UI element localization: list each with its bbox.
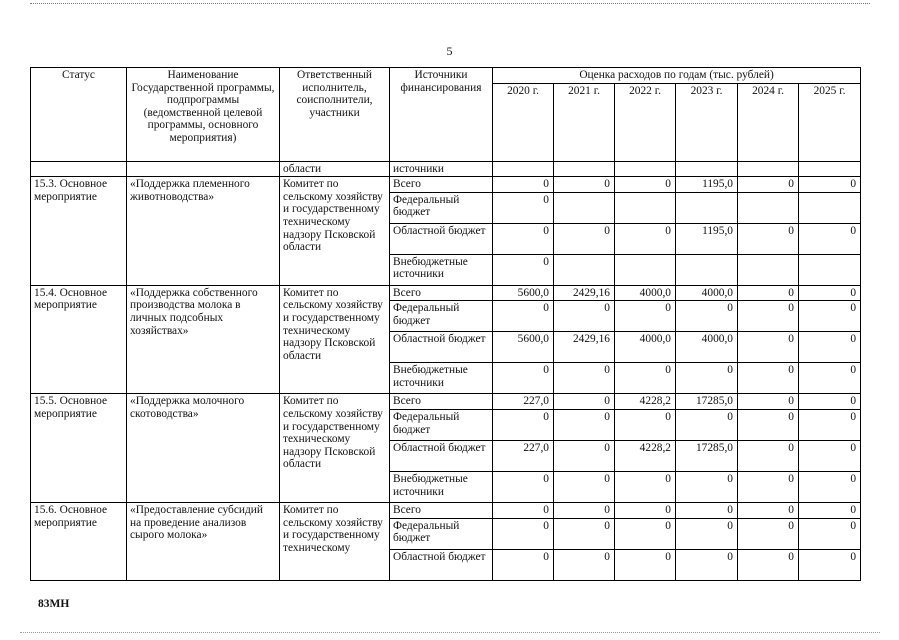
funding-source: Областной бюджет — [390, 440, 493, 471]
amount-cell: 5600,0 — [493, 285, 554, 301]
amount-cell: 0 — [554, 223, 615, 254]
scan-bottom-edge — [20, 632, 880, 633]
amount-cell: 4000,0 — [676, 332, 738, 363]
funding-source: Внебюджетные источники — [390, 471, 493, 502]
amount-cell: 0 — [554, 363, 615, 394]
amount-cell: 0 — [799, 363, 861, 394]
amount-cell: 0 — [493, 192, 554, 223]
amount-cell: 4000,0 — [615, 332, 676, 363]
amount-cell: 0 — [615, 223, 676, 254]
amount-cell: 0 — [554, 502, 615, 518]
amount-cell: 0 — [554, 518, 615, 549]
amount-cell: 0 — [493, 502, 554, 518]
amount-cell — [676, 192, 738, 223]
amount-cell: 0 — [493, 409, 554, 440]
amount-cell: 0 — [676, 301, 738, 332]
page-number: 5 — [446, 44, 453, 58]
amount-cell: 2429,16 — [554, 285, 615, 301]
amount-cell: 0 — [738, 440, 799, 471]
amount-cell — [615, 254, 676, 285]
continuation-name — [127, 161, 280, 177]
funding-source: Областной бюджет — [390, 332, 493, 363]
amount-cell: 1195,0 — [676, 223, 738, 254]
funding-source: Федеральный бюджет — [390, 301, 493, 332]
funding-source: Внебюджетные источники — [390, 254, 493, 285]
continuation-source: источники — [390, 161, 493, 177]
table-row — [31, 285, 861, 301]
section-status: 15.5. Основное мероприятие — [31, 394, 127, 503]
amount-cell — [676, 254, 738, 285]
continuation-status — [31, 161, 127, 177]
amount-cell — [738, 192, 799, 223]
amount-cell: 0 — [493, 363, 554, 394]
amount-cell: 0 — [738, 502, 799, 518]
amount-cell: 0 — [738, 394, 799, 410]
amount-cell: 0 — [493, 471, 554, 502]
header-year: 2022 г. — [615, 83, 676, 161]
amount-cell: 1195,0 — [676, 177, 738, 193]
amount-cell: 0 — [615, 502, 676, 518]
amount-cell: 0 — [799, 394, 861, 410]
amount-cell: 0 — [676, 471, 738, 502]
amount-cell: 0 — [615, 363, 676, 394]
amount-cell: 0 — [738, 301, 799, 332]
funding-source: Всего — [390, 394, 493, 410]
amount-cell: 0 — [738, 177, 799, 193]
financing-table — [30, 67, 861, 581]
amount-cell: 0 — [799, 409, 861, 440]
amount-cell: 0 — [615, 471, 676, 502]
amount-cell: 0 — [676, 363, 738, 394]
amount-cell: 0 — [493, 549, 554, 580]
amount-cell: 0 — [554, 409, 615, 440]
amount-cell: 0 — [554, 471, 615, 502]
amount-cell: 0 — [676, 409, 738, 440]
amount-cell — [554, 254, 615, 285]
header-year: 2025 г. — [799, 83, 861, 161]
table-row — [31, 394, 861, 410]
amount-cell: 0 — [493, 177, 554, 193]
section-executor: Комитет по сельскому хозяйству и государственному техническому надзору Псковской области — [280, 285, 390, 394]
amount-cell: 0 — [799, 502, 861, 518]
amount-cell: 0 — [738, 223, 799, 254]
amount-cell: 0 — [738, 518, 799, 549]
funding-source: Федеральный бюджет — [390, 192, 493, 223]
section-name: «Поддержка собственного производства молока в личных подсобных хозяйствах» — [127, 285, 280, 394]
amount-cell: 17285,0 — [676, 394, 738, 410]
amount-cell: 0 — [738, 332, 799, 363]
amount-cell: 0 — [493, 223, 554, 254]
amount-cell: 0 — [799, 332, 861, 363]
amount-cell: 227,0 — [493, 394, 554, 410]
amount-cell: 0 — [554, 301, 615, 332]
amount-cell: 4228,2 — [615, 394, 676, 410]
funding-source: Внебюджетные источники — [390, 363, 493, 394]
table-row — [31, 177, 861, 193]
footer-code: 83МН — [38, 598, 70, 610]
section-status: 15.6. Основное мероприятие — [31, 502, 127, 580]
header-estimate: Оценка расходов по годам (тыс. рублей) — [493, 68, 861, 84]
amount-cell: 0 — [738, 549, 799, 580]
amount-cell: 4000,0 — [676, 285, 738, 301]
section-executor: Комитет по сельскому хозяйству и государственному техническому надзору Псковской области — [280, 177, 390, 286]
funding-source: Всего — [390, 285, 493, 301]
funding-source: Федеральный бюджет — [390, 518, 493, 549]
section-status: 15.3. Основное мероприятие — [31, 177, 127, 286]
amount-cell: 0 — [554, 177, 615, 193]
amount-cell: 0 — [676, 549, 738, 580]
amount-cell: 4000,0 — [615, 285, 676, 301]
amount-cell: 5600,0 — [493, 332, 554, 363]
amount-cell: 227,0 — [493, 440, 554, 471]
amount-cell: 0 — [554, 394, 615, 410]
amount-cell: 0 — [554, 549, 615, 580]
amount-cell: 0 — [738, 363, 799, 394]
header-year: 2024 г. — [738, 83, 799, 161]
amount-cell: 0 — [615, 518, 676, 549]
continuation-executor: области — [280, 161, 390, 177]
amount-cell: 0 — [615, 549, 676, 580]
header-year: 2020 г. — [493, 83, 554, 161]
amount-cell: 4228,2 — [615, 440, 676, 471]
amount-cell: 0 — [615, 409, 676, 440]
scan-top-edge — [30, 3, 870, 4]
amount-cell — [738, 254, 799, 285]
funding-source: Областной бюджет — [390, 223, 493, 254]
amount-cell — [615, 192, 676, 223]
amount-cell — [554, 192, 615, 223]
continuation-row — [31, 161, 861, 177]
amount-cell: 0 — [738, 285, 799, 301]
amount-cell: 0 — [799, 285, 861, 301]
amount-cell: 0 — [799, 301, 861, 332]
amount-cell: 0 — [615, 301, 676, 332]
funding-source: Всего — [390, 502, 493, 518]
header-name: Наименование Государственной программы, подпрограммы (ведомственной целевой программы, основного мероприятия) — [127, 68, 280, 162]
amount-cell: 0 — [554, 440, 615, 471]
section-executor: Комитет по сельскому хозяйству и государственному техническому — [280, 502, 390, 580]
amount-cell: 2429,16 — [554, 332, 615, 363]
amount-cell: 0 — [799, 471, 861, 502]
section-name: «Поддержка молочного скотоводства» — [127, 394, 280, 503]
section-status: 15.4. Основное мероприятие — [31, 285, 127, 394]
amount-cell: 0 — [493, 254, 554, 285]
amount-cell: 0 — [676, 502, 738, 518]
section-name: «Поддержка племенного животноводства» — [127, 177, 280, 286]
funding-source: Областной бюджет — [390, 549, 493, 580]
section-name: «Предоставление субсидий на проведение анализов сырого молока» — [127, 502, 280, 580]
amount-cell: 0 — [676, 518, 738, 549]
funding-source: Федеральный бюджет — [390, 409, 493, 440]
amount-cell — [799, 192, 861, 223]
header-executor: Ответственный исполнитель, соисполнители, участники — [280, 68, 390, 162]
amount-cell: 0 — [799, 518, 861, 549]
amount-cell: 0 — [615, 177, 676, 193]
amount-cell: 0 — [799, 177, 861, 193]
amount-cell: 0 — [738, 409, 799, 440]
section-executor: Комитет по сельскому хозяйству и государственному техническому надзору Псковской области — [280, 394, 390, 503]
amount-cell: 0 — [799, 549, 861, 580]
funding-source: Всего — [390, 177, 493, 193]
amount-cell: 0 — [799, 223, 861, 254]
table-row — [31, 502, 861, 518]
amount-cell: 0 — [493, 301, 554, 332]
header-sources: Источники финансирования — [390, 68, 493, 162]
header-year: 2023 г. — [676, 83, 738, 161]
amount-cell: 0 — [799, 440, 861, 471]
amount-cell — [799, 254, 861, 285]
amount-cell: 0 — [493, 518, 554, 549]
amount-cell: 0 — [738, 471, 799, 502]
header-year: 2021 г. — [554, 83, 615, 161]
amount-cell: 17285,0 — [676, 440, 738, 471]
header-status: Статус — [31, 68, 127, 162]
